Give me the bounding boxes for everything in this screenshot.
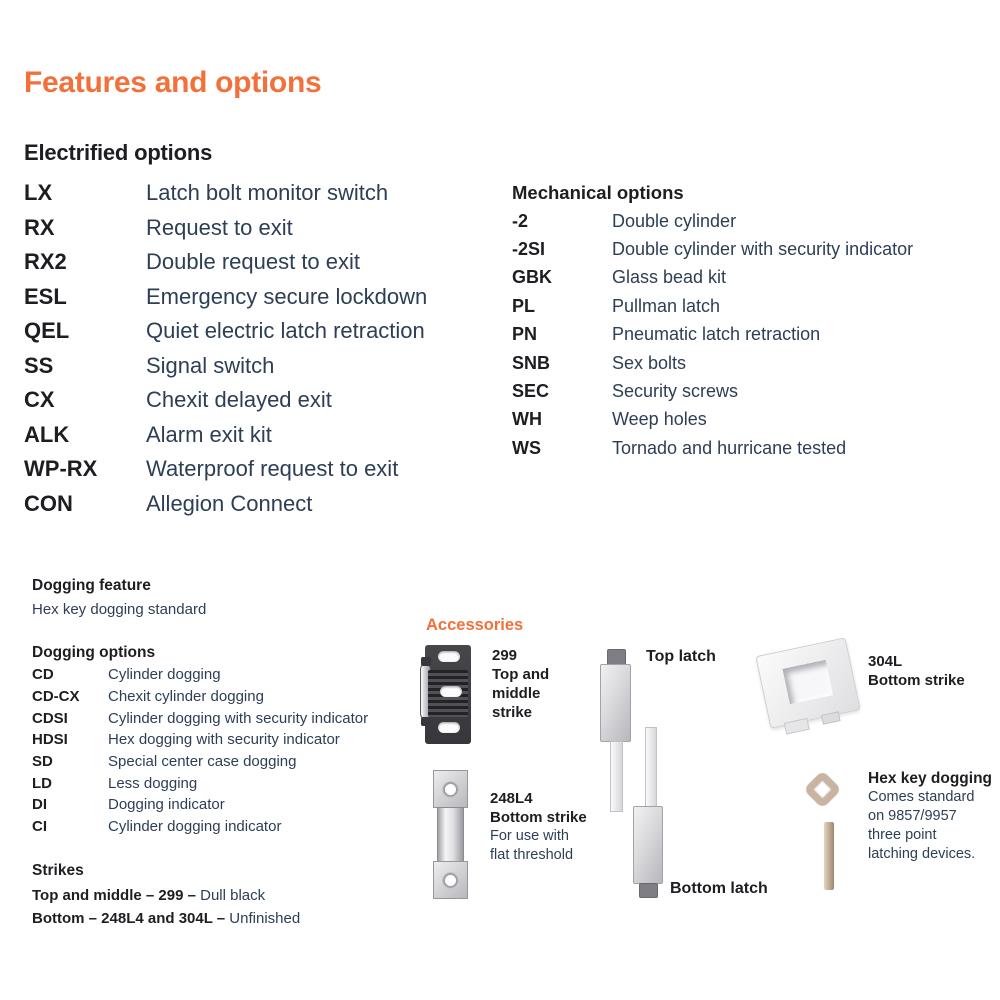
option-description: Signal switch	[146, 352, 275, 378]
option-row	[512, 235, 913, 263]
strike-248l4-channel	[437, 807, 464, 862]
option-description: Cylinder dogging with security indicator	[108, 709, 369, 727]
top-latch-label: Top latch	[646, 648, 716, 665]
strike-299-image	[425, 645, 471, 744]
strike-248l4-bottom-tab	[433, 861, 468, 899]
option-description: Dogging indicator	[108, 796, 225, 814]
option-code: PL	[512, 295, 536, 316]
mechanical-options-heading: Mechanical options	[512, 182, 684, 203]
strike-248l4-label	[490, 789, 587, 865]
hex-key-note: three point	[868, 827, 937, 843]
option-row	[24, 314, 427, 349]
option-code: LX	[24, 180, 53, 206]
strikes-heading: Strikes	[32, 862, 84, 879]
option-description: Tornado and hurricane tested	[612, 437, 847, 458]
strike-299-slot	[438, 651, 460, 662]
strike-299-label	[492, 646, 549, 722]
strike-299-name-line: Top and	[492, 666, 550, 683]
dogging-options-heading: Dogging options	[32, 644, 156, 661]
strikes-line	[32, 885, 300, 908]
option-code: WS	[512, 437, 541, 458]
option-row	[512, 207, 913, 235]
option-code: SD	[32, 753, 53, 771]
strike-248l4-name: Bottom strike	[490, 809, 587, 826]
option-code: PN	[512, 324, 538, 345]
option-description: Special center case dogging	[108, 753, 297, 771]
option-code: SEC	[512, 381, 550, 402]
strikes-line-finish: Unfinished	[229, 909, 301, 927]
strike-248l4-hole	[443, 782, 458, 797]
option-code: SNB	[512, 352, 551, 373]
dogging-feature-heading: Dogging feature	[32, 577, 151, 594]
dogging-feature-note: Hex key dogging standard	[32, 601, 207, 618]
hex-key-note: latching devices.	[868, 846, 976, 862]
top-latch-rod	[610, 741, 623, 812]
option-code: CDSI	[32, 709, 68, 727]
option-code: ALK	[24, 421, 70, 447]
option-description: Alarm exit kit	[146, 421, 272, 447]
accessories-heading: Accessories	[426, 616, 524, 634]
option-description: Request to exit	[146, 214, 293, 240]
option-code: QEL	[24, 318, 70, 344]
strike-299-slot	[440, 686, 462, 697]
option-description: Double request to exit	[146, 249, 361, 275]
electrified-options-heading: Electrified options	[24, 140, 213, 165]
option-code: CD-CX	[32, 688, 80, 706]
option-description: Glass bead kit	[612, 267, 727, 288]
option-code: -2SI	[512, 239, 546, 260]
option-code: ESL	[24, 283, 67, 309]
option-row	[24, 245, 427, 280]
option-row	[512, 434, 913, 462]
option-row	[512, 349, 913, 377]
option-row	[24, 211, 427, 246]
option-row	[24, 280, 427, 315]
option-description: Chexit cylinder dogging	[108, 688, 264, 706]
option-row	[512, 321, 913, 349]
option-row	[32, 772, 368, 794]
option-description: Weep holes	[612, 409, 707, 430]
option-code: CON	[24, 490, 73, 516]
strike-248l4-top-tab	[433, 770, 468, 808]
option-row	[512, 377, 913, 405]
bottom-latch-foot	[639, 883, 658, 898]
hex-key-handle	[803, 770, 841, 808]
option-row	[32, 751, 368, 773]
option-row	[512, 292, 913, 320]
option-row	[24, 349, 427, 384]
option-description: Double cylinder	[612, 210, 737, 231]
option-description: Latch bolt monitor switch	[146, 180, 389, 206]
option-code: RX	[24, 214, 55, 240]
bottom-latch-rod	[645, 727, 657, 808]
strike-299-name-line: middle	[492, 685, 541, 702]
option-description: Pullman latch	[612, 295, 721, 316]
option-description: Cylinder dogging	[108, 666, 221, 684]
strikes-line	[32, 908, 300, 931]
page-title: Features and options	[24, 66, 322, 99]
option-code: LD	[32, 774, 52, 792]
option-description: Quiet electric latch retraction	[146, 318, 425, 344]
strike-304l-label	[868, 652, 965, 690]
option-code: RX2	[24, 249, 67, 275]
option-description: Emergency secure lockdown	[146, 283, 428, 309]
hex-key-name: Hex key dogging	[868, 770, 993, 787]
option-description: Sex bolts	[612, 352, 687, 373]
option-description: Pneumatic latch retraction	[612, 324, 821, 345]
hex-key-note: Comes standard	[868, 789, 975, 805]
option-row	[24, 487, 427, 522]
option-code: CD	[32, 666, 54, 684]
strike-299-tab	[421, 717, 431, 726]
option-row	[32, 729, 368, 751]
option-description: Double cylinder with security indicator	[612, 239, 914, 260]
option-code: -2	[512, 210, 529, 231]
strikes-line-finish: Dull black	[200, 887, 266, 904]
bottom-latch-body	[633, 806, 663, 884]
electrified-options-list	[24, 176, 427, 521]
option-code: SS	[24, 352, 54, 378]
option-row	[24, 418, 427, 453]
option-row	[32, 686, 368, 708]
option-row	[32, 664, 368, 686]
strikes-line-bold: Bottom – 248L4 and 304L –	[32, 909, 230, 927]
option-row	[32, 816, 368, 838]
strike-299-tab	[421, 657, 431, 666]
option-description: Cylinder dogging indicator	[108, 818, 282, 836]
hex-key-label	[868, 769, 992, 864]
option-row	[24, 176, 427, 211]
option-row	[24, 452, 427, 487]
top-latch-knob	[607, 649, 626, 665]
hex-key-shaft	[824, 822, 834, 890]
strike-248l4-note: For use with	[490, 828, 569, 844]
option-description: Less dogging	[108, 774, 198, 792]
option-code: HDSI	[32, 731, 68, 749]
mechanical-options-list	[512, 207, 913, 463]
strike-304l-name: Bottom strike	[868, 672, 965, 689]
option-description: Allegion Connect	[146, 490, 313, 516]
strike-304l-code: 304L	[868, 653, 903, 670]
option-row	[32, 707, 368, 729]
strike-299-name-line: strike	[492, 704, 533, 721]
option-code: WP-RX	[24, 456, 98, 482]
bottom-latch-label: Bottom latch	[670, 880, 768, 897]
option-row	[32, 794, 368, 816]
strike-304l-tab	[821, 711, 841, 725]
strikes-lines	[32, 885, 300, 930]
hex-key-note: on 9857/9957	[868, 808, 957, 824]
option-code: GBK	[512, 267, 552, 288]
option-row	[24, 383, 427, 418]
strike-248l4-image	[433, 770, 468, 899]
option-description: Chexit delayed exit	[146, 387, 332, 413]
strike-304l-image	[755, 637, 860, 729]
option-description: Hex dogging with security indicator	[108, 731, 340, 749]
option-code: CX	[24, 387, 55, 413]
strike-299-code: 299	[492, 647, 518, 664]
option-code: WH	[512, 409, 542, 430]
strike-248l4-code: 248L4	[490, 790, 533, 807]
top-latch-body	[600, 664, 631, 742]
option-description: Security screws	[612, 381, 739, 402]
strike-248l4-hole	[443, 873, 458, 888]
option-row	[512, 406, 913, 434]
strike-248l4-note: flat threshold	[490, 847, 574, 863]
option-description: Waterproof request to exit	[146, 456, 399, 482]
strikes-line-bold: Top and middle – 299 –	[32, 887, 201, 904]
option-code: DI	[32, 796, 47, 814]
option-row	[512, 264, 913, 292]
option-code: CI	[32, 818, 47, 836]
strike-299-slot	[438, 722, 460, 733]
dogging-options-list	[32, 664, 368, 838]
